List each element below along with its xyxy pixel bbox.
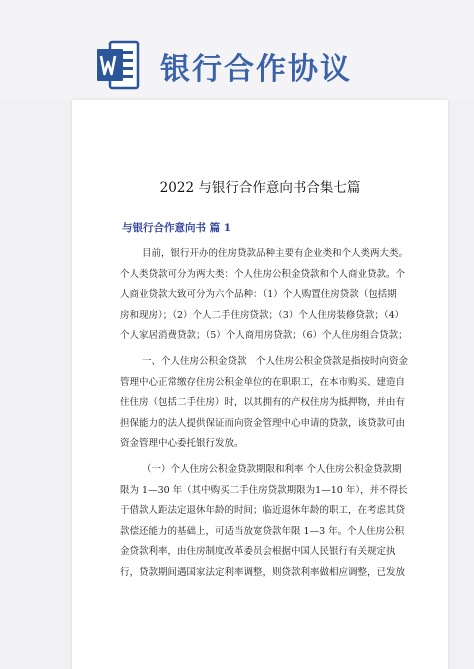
paragraph-line: 个人家居消费贷款；（5）个人商用房贷款；（6）个人住房组合贷款；	[120, 330, 408, 342]
paragraph-line: 住住房（包括二手住房）时，以其拥有的产权住房为抵押物，并由有	[120, 397, 406, 409]
paragraph-1	[120, 244, 412, 347]
paragraph-2	[120, 352, 412, 455]
banner-title: 银行合作协议	[160, 52, 352, 87]
word-icon	[96, 40, 140, 90]
paragraph-line: 限为 1—30 年（其中购买二手住房贷款期限为1—10 年），并不得长	[120, 484, 408, 496]
paragraph-line: 资金管理中心委托银行发放。	[120, 438, 244, 450]
paragraph-line: 行，贷款期间遇国家法定利率调整，则贷款利率做相应调整，已发放	[120, 566, 406, 578]
paragraph-line: 款偿还能力的基础上，可适当放宽贷款年限 1—3 年。个人住房公积	[120, 525, 405, 537]
banner-header	[0, 0, 474, 100]
paragraph-3	[120, 460, 412, 584]
paragraph-line: 管理中心正常缴存住房公积金单位的在职职工，在本市购买、建造自	[120, 376, 406, 388]
paragraph-line: 房和现房）；（2）个人二手住房贷款；（3）个人住房装修贷款；（4）	[120, 309, 405, 321]
paragraph-line: （一）个人住房公积金贷款期限和利率 个人住房公积金贷款期	[142, 464, 402, 475]
paragraph-line: 个人类贷款可分为两大类：个人住房公积金贷款和个人商业贷款。个	[120, 268, 406, 280]
document-page	[72, 100, 448, 669]
paragraph-line: 一、个人住房公积金贷款 个人住房公积金贷款是指按时向资金	[142, 356, 409, 367]
paragraph-line: 目前，银行开办的住房贷款品种主要有企业类和个人类两大类。	[142, 248, 409, 259]
paragraph-line: 人商业贷款大致可分为六个品种：（1）个人购置住房贷款（包括期	[120, 289, 397, 301]
paragraph-line: 金贷款利率，由住房制度改革委员会根据中国人民银行有关规定执	[120, 546, 396, 558]
paragraph-line: 于借款人距法定退休年龄的时间；临近退休年龄的职工，在考虑其贷	[120, 505, 406, 517]
paragraph-line: 担保能力的法人提供保证而向资金管理中心申请的贷款，该贷款可由	[120, 417, 406, 429]
document-title: 2022 与银行合作意向书合集七篇	[159, 180, 361, 196]
section-title: 与银行合作意向书 篇 1	[122, 222, 232, 234]
